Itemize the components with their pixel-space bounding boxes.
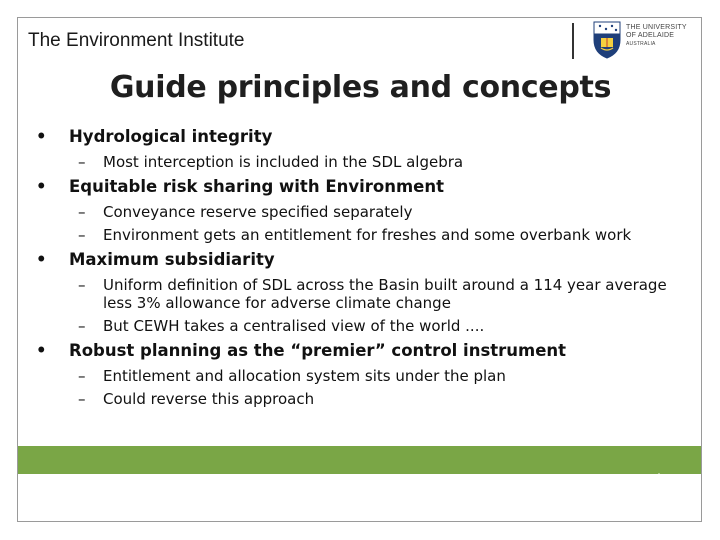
logo-line-2: OF ADELAIDE [626, 32, 675, 39]
sub-text: Most interception is included in the SDL algebra [103, 153, 464, 171]
university-crest-icon [592, 20, 622, 60]
southern-cross-stars-icon [651, 472, 691, 502]
dash-icon: – [78, 276, 86, 294]
sub-text: Entitlement and allocation system sits under the plan [103, 367, 506, 385]
bullet-icon: • [36, 250, 47, 269]
footer-accent-bar [18, 446, 702, 474]
sub-text: Conveyance reserve specified separately [103, 203, 413, 221]
bullet-icon: • [36, 127, 47, 146]
bullet-item [18, 126, 702, 148]
bullet-item [18, 249, 702, 271]
sub-text: But CEWH takes a centralised view of the world .... [103, 317, 485, 335]
sub-text: Environment gets an entitlement for freshes and some overbank work [103, 226, 632, 244]
bullet-text: Equitable risk sharing with Environment [69, 177, 444, 196]
sub-item [18, 226, 702, 244]
sub-item [18, 317, 702, 335]
bullet-text: Robust planning as the “premier” control instrument [69, 341, 567, 360]
sub-list [18, 203, 702, 244]
bullet-item [18, 176, 702, 198]
slide-title: Guide principles and concepts [109, 70, 612, 105]
sub-item [18, 367, 702, 385]
bullet-icon: • [36, 177, 47, 196]
logo-line-1: THE UNIVERSITY [626, 24, 687, 31]
sub-list [18, 367, 702, 408]
university-wordmark [626, 24, 687, 48]
sub-list [18, 276, 702, 335]
dash-icon: – [78, 390, 86, 408]
sub-item [18, 276, 702, 312]
sub-list [18, 153, 702, 171]
sub-item [18, 390, 702, 408]
sub-text: Uniform definition of SDL across the Basin built around a 114 year average less 3% allowance for adverse climate change [103, 276, 667, 312]
university-logo [592, 20, 698, 64]
sub-text: Could reverse this approach [103, 390, 315, 408]
bullet-item [18, 340, 702, 362]
sub-item [18, 203, 702, 221]
bullet-list [18, 126, 702, 413]
header-divider [572, 23, 574, 59]
logo-line-3: AUSTRALIA [626, 41, 656, 47]
slide [17, 17, 702, 522]
bullet-text: Maximum subsidiarity [69, 250, 275, 269]
sub-item [18, 153, 702, 171]
dash-icon: – [78, 226, 86, 244]
dash-icon: – [78, 317, 86, 335]
dash-icon: – [78, 203, 86, 221]
dash-icon: – [78, 367, 86, 385]
institute-label: The Environment Institute [28, 30, 245, 51]
dash-icon: – [78, 153, 86, 171]
bullet-icon: • [36, 341, 47, 360]
bullet-text: Hydrological integrity [69, 127, 273, 146]
